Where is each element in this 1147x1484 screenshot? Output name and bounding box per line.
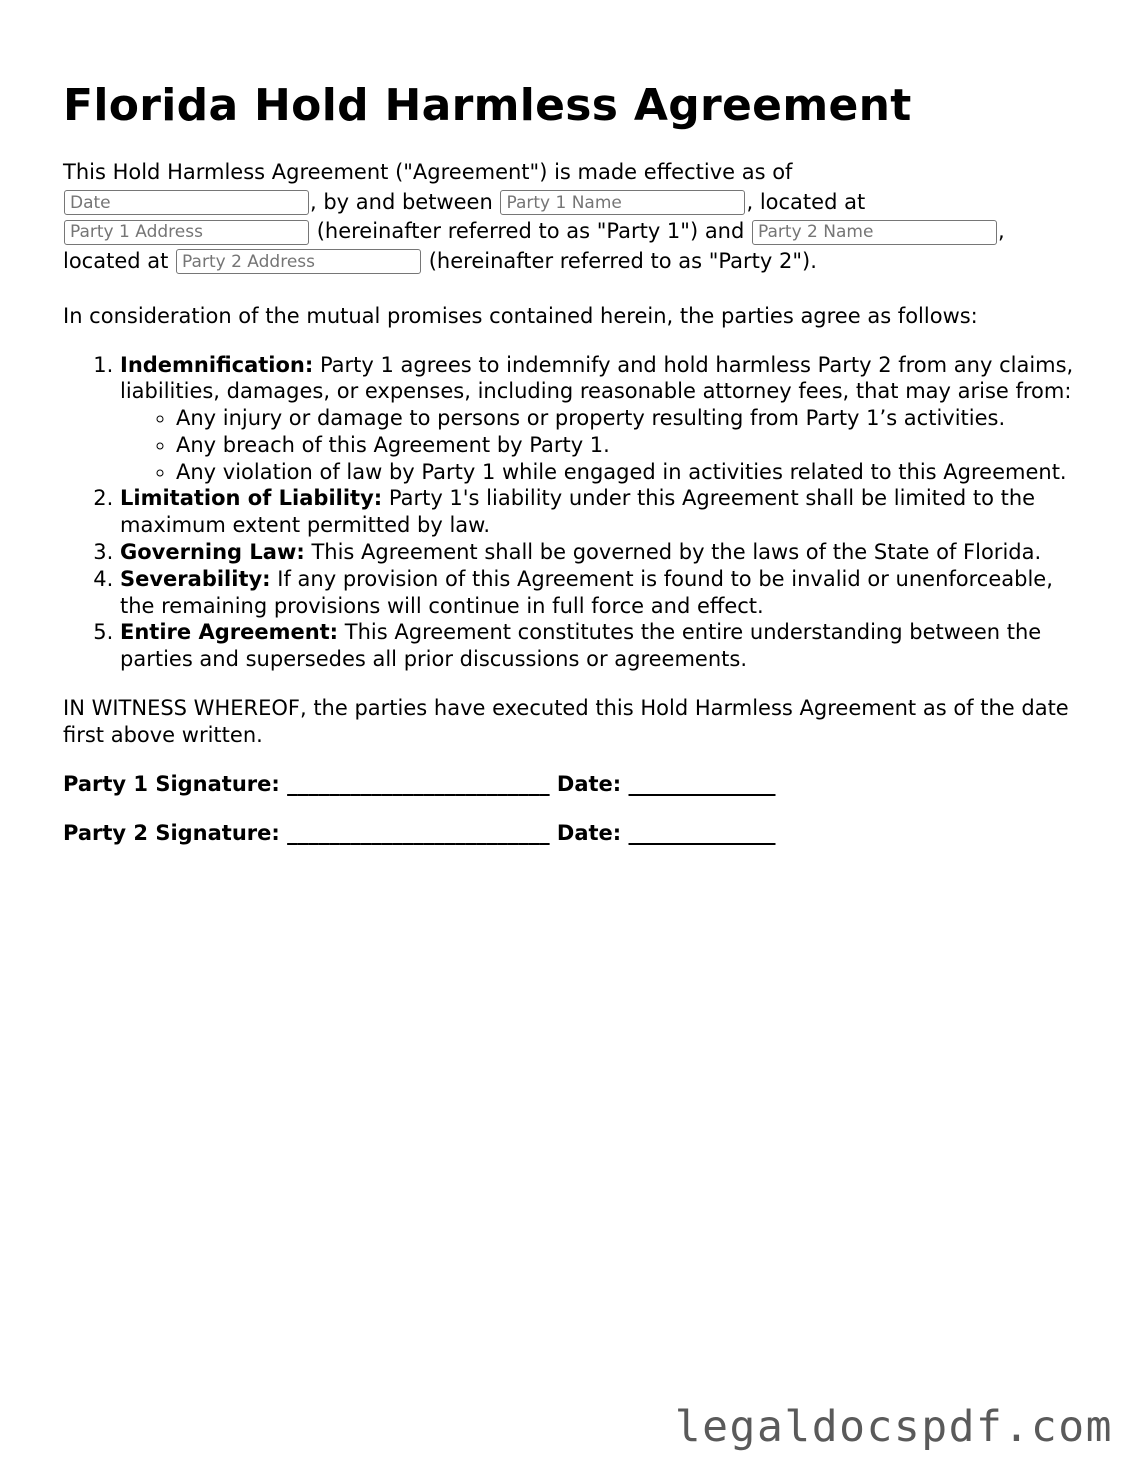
- document-page: [63, 78, 1093, 848]
- party2-name-input[interactable]: [752, 220, 997, 245]
- party1-name-input[interactable]: [500, 190, 745, 215]
- clause-heading: Entire Agreement:: [120, 620, 339, 645]
- clause-subitem: ◦ Any injury or damage to persons or property resulting from Party 1’s activities.: [176, 405, 1093, 432]
- witness-paragraph: IN WITNESS WHEREOF, the parties have executed this Hold Harmless Agreement as of the date first above written.: [63, 696, 1069, 748]
- party1-address-input[interactable]: [64, 220, 309, 245]
- clause-subitem-list: [120, 405, 1093, 485]
- clause-item: [120, 619, 1093, 673]
- clause-heading: Limitation of Liability:: [120, 486, 383, 511]
- clause-item: [120, 566, 1093, 620]
- clause-text: Party 1 agrees to indemnify and hold harmless Party 2 from any claims, liabilities, damages, or expenses, including reasonable attorney fees, that may arise from:: [120, 352, 1074, 404]
- intro-text-5: ,: [998, 219, 1005, 243]
- intro-text-2: , by and between: [310, 189, 493, 214]
- clause-list: [63, 352, 1093, 674]
- clause-subitem: ◦ Any violation of law by Party 1 while engaged in activities related to this Agreement.: [176, 459, 1093, 486]
- clause-text: This Agreement shall be governed by the laws of the State of Florida.: [311, 540, 1042, 565]
- clause-subitem: ◦ Any breach of this Agreement by Party 1.: [176, 432, 1093, 459]
- intro-text-1: This Hold Harmless Agreement ("Agreement") is made effective as of: [63, 160, 793, 184]
- intro-paragraph: [63, 158, 1093, 276]
- clause-item: [120, 539, 1093, 566]
- clause-item: [120, 485, 1093, 539]
- clause-heading: Governing Law:: [120, 540, 305, 565]
- intro-text-7: (hereinafter referred to as "Party 2").: [428, 248, 817, 273]
- date-input[interactable]: [64, 190, 309, 215]
- party2-address-input[interactable]: [176, 249, 421, 274]
- clause-text: This Agreement constitutes the entire understanding between the parties and supersedes all prior discussions or agreements.: [120, 620, 1042, 672]
- party2-signature-line: Party 2 Signature: _________________________ Date: ______________: [63, 821, 776, 846]
- intro-text-6: located at: [63, 248, 169, 273]
- clause-heading: Indemnification:: [120, 352, 314, 377]
- document-title: Florida Hold Harmless Agreement: [63, 80, 912, 131]
- intro-text-3: , located at: [746, 189, 866, 214]
- clause-heading: Severability:: [120, 566, 271, 591]
- clause-text: If any provision of this Agreement is found to be invalid or unenforceable, the remaining provisions will continue in full force and effect.: [120, 566, 1053, 618]
- clause-item: [120, 352, 1093, 486]
- clause-text: Party 1's liability under this Agreement shall be limited to the maximum extent permitted by law.: [120, 486, 1036, 538]
- party1-signature-line: Party 1 Signature: _________________________ Date: ______________: [63, 772, 776, 797]
- intro-text-4: (hereinafter referred to as "Party 1") and: [316, 219, 745, 243]
- watermark: legaldocspdf.com: [674, 1402, 1113, 1452]
- consideration-paragraph: In consideration of the mutual promises contained herein, the parties agree as follows:: [63, 304, 978, 328]
